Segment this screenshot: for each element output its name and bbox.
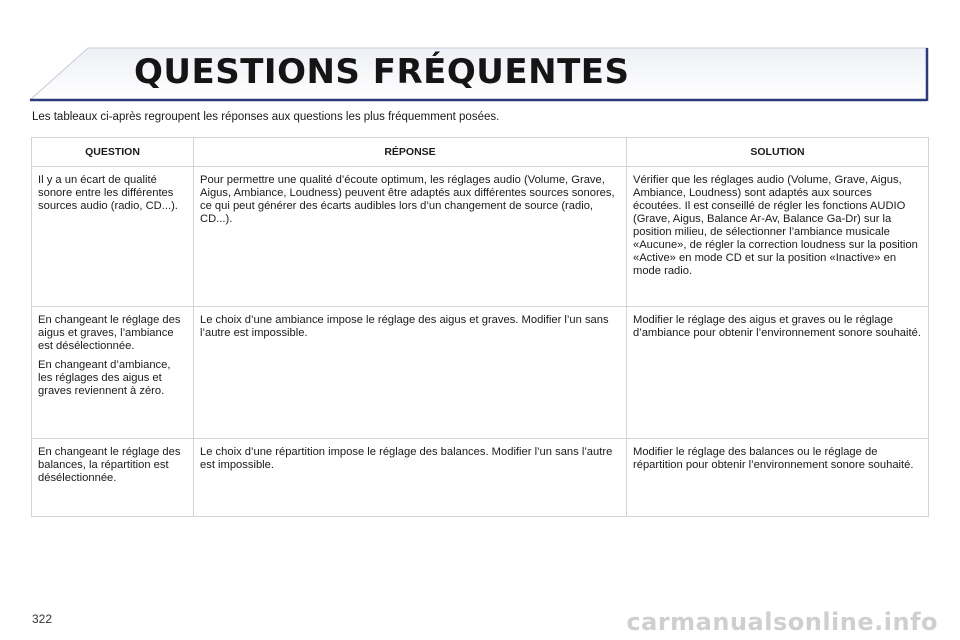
column-header-answer: RÉPONSE (194, 138, 627, 167)
intro-text: Les tableaux ci-après regroupent les réponses aux questions les plus fréquemment posées. (32, 111, 500, 123)
watermark-text: carmanualsonline.info (626, 608, 938, 636)
table-row (32, 439, 929, 517)
question-text: En changeant d’ambiance, les réglages des aigus et graves reviennent à zéro. (38, 359, 171, 397)
solution-cell: Vérifier que les réglages audio (Volume, Grave, Aigus, Ambiance, Loudness) sont adaptés aux sources écoutées. Il est conseillé de régler les fonctions AUDIO (Grave, Aigus, Balance Ar-Av, Balance Ga-Dr) sur la position milieu, de sélectionner l’ambiance musicale «Aucune», de régler la correction loudness sur la position «Active» en mode CD et sur la position «Inactive» en mode radio. (627, 167, 929, 307)
column-header-question: QUESTION (32, 138, 194, 167)
column-header-solution: SOLUTION (627, 138, 929, 167)
table-row (32, 167, 929, 307)
question-text: Il y a un écart de qualité sonore entre les différentes sources audio (radio, CD...). (38, 174, 178, 212)
page-title: QUESTIONS FRÉQUENTES (134, 52, 630, 92)
solution-cell: Modifier le réglage des aigus et graves ou le réglage d’ambiance pour obtenir l’environnement sonore souhaité. (627, 307, 929, 439)
question-cell (32, 167, 194, 307)
table-header-row (32, 138, 929, 167)
answer-cell: Le choix d’une ambiance impose le réglage des aigus et graves. Modifier l’un sans l’autre est impossible. (194, 307, 627, 439)
question-text: En changeant le réglage des aigus et graves, l’ambiance est désélectionnée. (38, 314, 181, 352)
solution-cell: Modifier le réglage des balances ou le réglage de répartition pour obtenir l’environnement sonore souhaité. (627, 439, 929, 517)
table-row (32, 307, 929, 439)
page-number: 322 (32, 612, 53, 626)
question-cell (32, 307, 194, 439)
answer-cell: Pour permettre une qualité d’écoute optimum, les réglages audio (Volume, Grave, Aigus, Ambiance, Loudness) peuvent être adaptés aux différentes sources sonores, ce qui peut générer des écarts audibles lors d’un changement de source (radio, CD...). (194, 167, 627, 307)
question-cell (32, 439, 194, 517)
question-text: En changeant le réglage des balances, la répartition est désélectionnée. (38, 446, 181, 484)
answer-cell: Le choix d’une répartition impose le réglage des balances. Modifier l’un sans l’autre est impossible. (194, 439, 627, 517)
faq-table (31, 137, 929, 517)
